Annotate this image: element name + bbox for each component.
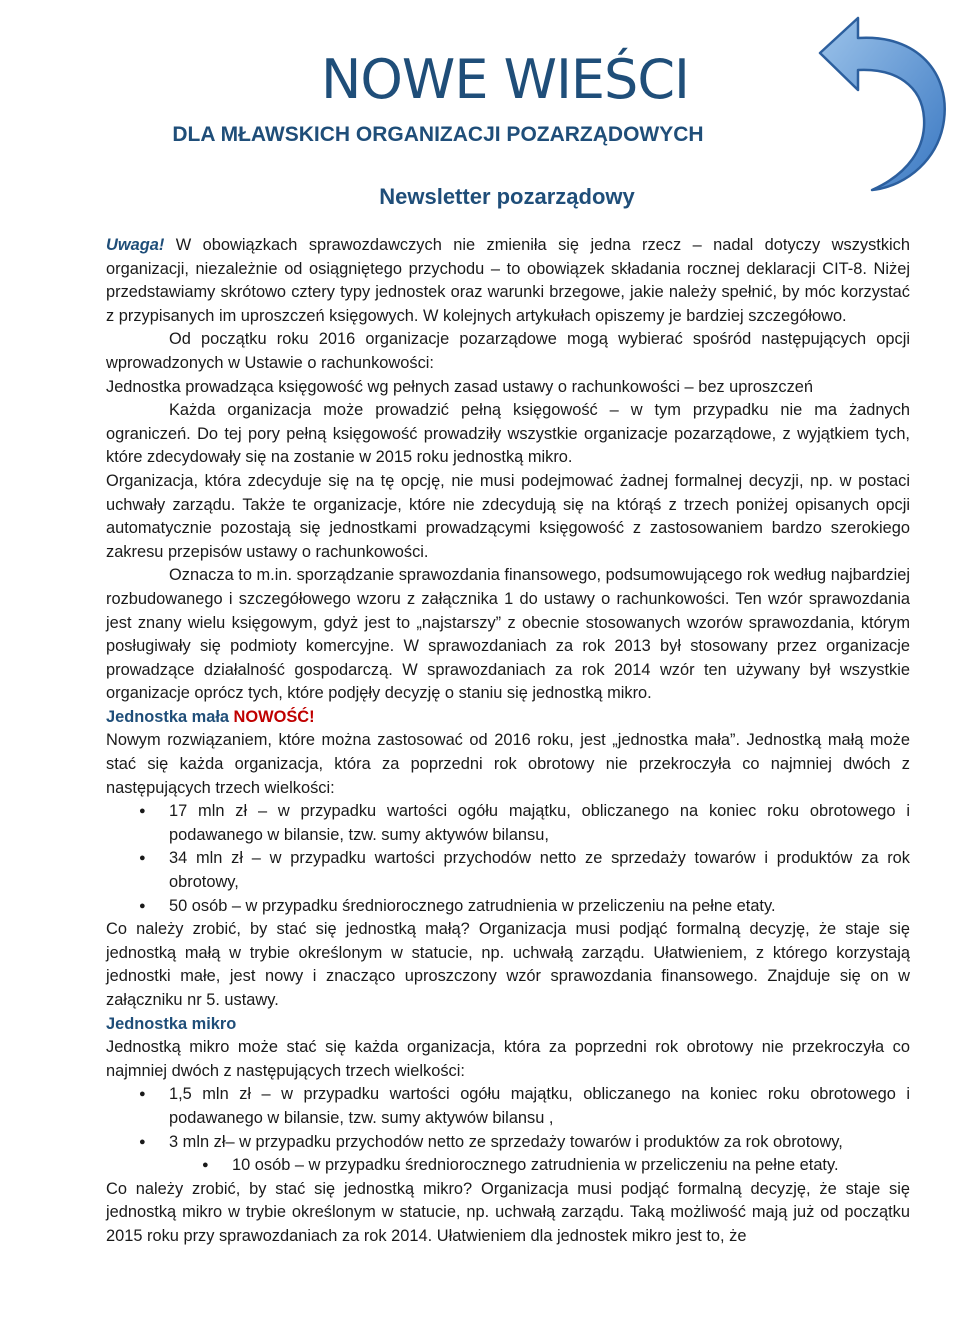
full-accounting-paragraph: Każda organizacja może prowadzić pełną księgowość – w tym przypadku nie ma żadnych ograniczeń. Do tej pory pełną księgowość prowadziły wszystkie organizacje pozarządowe, z wyjątkiem tych, które zdecydowały się na zostanie w 2015 roku jednostką mikro. bbox=[106, 401, 910, 467]
report-paragraph: Oznacza to m.in. sporządzanie sprawozdania finansowego, podsumowującego rok według najbardziej rozbudowanego i szczegółowego wzoru z załącznika 1 do ustawy o rachunkowości. Ten wzór sprawozdania jest znany wielu księgowym, gdyż jest to „najstarszy” z obecnie stosowanych wzorów sprawozdania, którym posługiwały się podmioty komercyjne. W sprawozdaniach za rok 2013 był stosowany przez organizacje prowadzące działalność gospodarczą. W sprawozdaniach za rok 2014 wzór ten używany był wszystkie organizacje oprócz tych, które podjęły decyzję o staniu się jednostką mikro. bbox=[106, 566, 910, 703]
micro-unit-decision-paragraph: Co należy zrobić, by stać się jednostką mikro? Organizacja musi podjąć formalną decyzję, że staje się jednostką mikro w trybie określonym w statucie, np. uchwałą zarządu. Taką możliwość mają już od początku 2015 roku przy sprawozdaniach za rok 2014. Ułatwieniem dla jednostek mikro jest to, że bbox=[106, 1179, 910, 1245]
option-full-accounting: Jednostka prowadząca księgowość wg pełnych zasad ustawy o rachunkowości – bez uproszczeń bbox=[106, 377, 813, 396]
heading-micro-unit: Jednostka mikro bbox=[106, 1014, 237, 1033]
page-title: NOWE WIEŚCI bbox=[321, 48, 689, 111]
list-item: ● 10 osób – w przypadku średniorocznego zatrudnienia w przeliczeniu na pełne etaty. bbox=[232, 1154, 910, 1178]
heading-small-unit bbox=[106, 706, 910, 730]
micro-unit-list bbox=[106, 1083, 910, 1154]
list-item: ● 3 mln zł– w przypadku przychodów netto ze sprzedaży towarów i produktów za rok obrotowy, bbox=[169, 1131, 910, 1155]
options-intro: Od początku roku 2016 organizacje pozarządowe mogą wybierać spośród następujących opcji wprowadzonych w Ustawie o rachunkowości: bbox=[106, 330, 910, 372]
heading-small-unit-text: Jednostka mała bbox=[106, 707, 234, 726]
page-subtitle: DLA MŁAWSKICH ORGANIZACJI POZARZĄDOWYCH bbox=[172, 123, 704, 146]
list-item: ● 17 mln zł – w przypadku wartości ogółu majątku, obliczanego na koniec roku obrotowego i podawanego w bilansie, tzw. sumy aktywów bilansu, bbox=[169, 800, 910, 847]
article-body bbox=[106, 234, 910, 1249]
intro-paragraph bbox=[106, 234, 910, 328]
small-unit-paragraph: Nowym rozwiązaniem, które można zastosować od 2016 roku, jest „jednostka mała”. Jednostką małą może stać się każda organizacja, która za poprzedni rok obrotowy nie przekroczyła co najmniej dwóch z następujących trzech wielkości: bbox=[106, 731, 910, 797]
list-item: ● 50 osób – w przypadku średniorocznego zatrudnienia w przeliczeniu na pełne etaty. bbox=[169, 895, 910, 919]
list-item: ● 34 mln zł – w przypadku wartości przychodów netto ze sprzedaży towarów i produktów za rok obrotowy, bbox=[169, 847, 910, 894]
small-unit-decision-paragraph: Co należy zrobić, by stać się jednostką małą? Organizacja musi podjąć formalną decyzję, że staje się jednostką małą w trybie określonym w statucie, np. uchwałą zarządu. Ułatwieniem, z którego korzystają jednostki małe, jest nowy i znacząco uproszczony wzór sprawozdania finansowego. Znajduje się on w załączniku nr 5. ustawy. bbox=[106, 920, 910, 1009]
micro-unit-paragraph: Jednostką mikro może stać się każda organizacja, która za poprzedni rok obrotowy nie przekroczyła co najmniej dwóch z następujących trzech wielkości: bbox=[106, 1038, 910, 1080]
new-badge: NOWOŚĆ! bbox=[233, 707, 315, 726]
uwaga-label: Uwaga! bbox=[106, 236, 165, 254]
intro-text: W obowiązkach sprawozdawczych nie zmieniła się jedna rzecz – nadal dotyczy wszystkich organizacji, niezależnie od osiągniętego przychodu – to obowiązek składania rocznej deklaracji CIT-8. Niżej przedstawiamy skrótowo cztery typy jednostek oraz warunki brzegowe, jakie należy spełnić, by móc korzystać z przypisanych im uproszczeń księgowych. W kolejnych artykułach opiszemy je bardziej szczegółowo. bbox=[106, 236, 910, 325]
list-item: ● 1,5 mln zł – w przypadku wartości ogółu majątku, obliczanego na koniec roku obrotowego i podawanego w bilansie, tzw. sumy aktywów bilansu , bbox=[169, 1083, 910, 1130]
decision-paragraph: Organizacja, która zdecyduje się na tę opcję, nie musi podejmować żadnej formalnej decyzji, np. w postaci uchwały zarządu. Także te organizacje, które nie zdecydują się na którąś z trzech poniżej opisanych opcji automatycznie pozostają się jednostkami prowadzącymi księgowość z zastosowaniem bardzo szerokiego zakresu przepisów ustawy o rachunkowości. bbox=[106, 471, 910, 561]
micro-unit-sublist bbox=[106, 1154, 910, 1178]
small-unit-list bbox=[106, 800, 910, 918]
newsletter-label: Newsletter pozarządowy bbox=[379, 184, 635, 209]
